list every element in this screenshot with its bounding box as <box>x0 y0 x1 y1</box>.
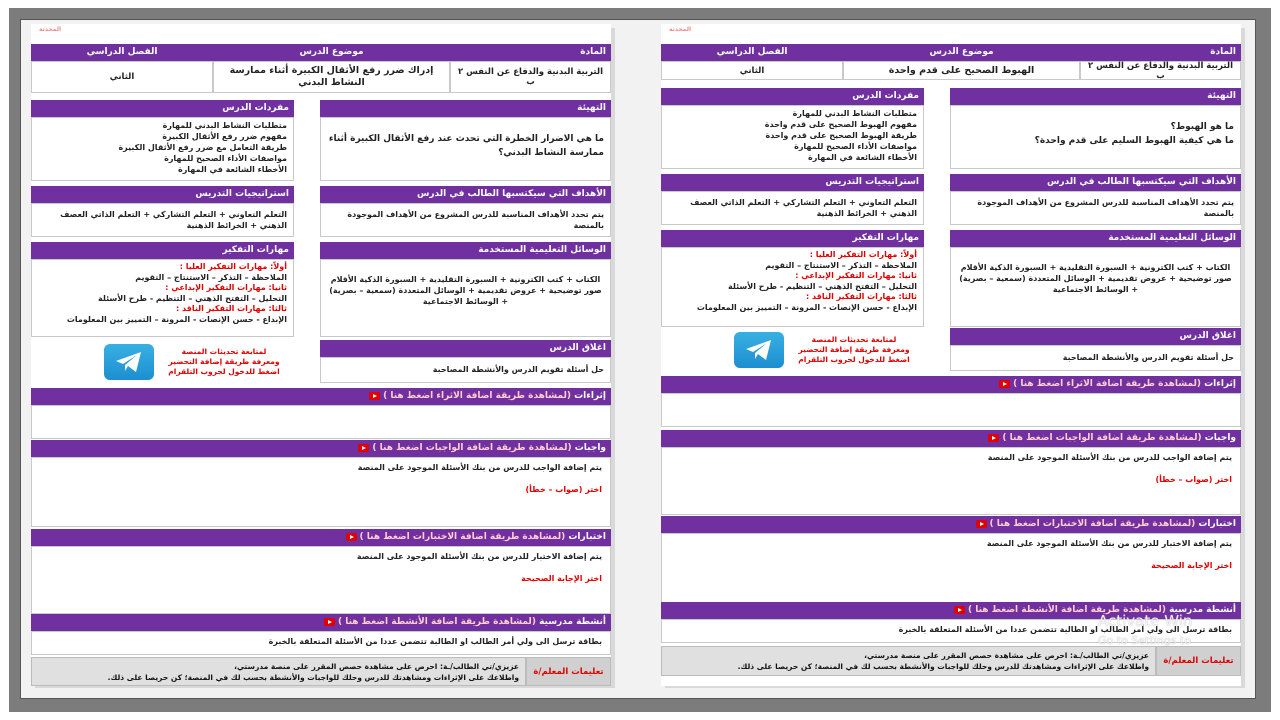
goals-header: الأهداف التي سيكتسبها الطالب في الدرس <box>320 186 611 203</box>
lesson-plan-page-right <box>661 24 1241 686</box>
tests-section <box>31 529 611 614</box>
vocab-item: طريقة الهبوط الصحيح على قدم واحدة <box>765 131 917 140</box>
intro-question-1: ما هو الهبوط؟ <box>1170 122 1234 132</box>
tests-text: يتم إضافة الاختبار للدرس من بنك الأسئلة الموجود على المنصة <box>986 539 1232 548</box>
top-note: المحدثة <box>669 26 692 33</box>
activities-link[interactable]: (لمشاهدة طريقة اضافة الأنشطة اضغط هنا ) <box>951 605 1166 615</box>
thinking-section <box>661 230 924 327</box>
telegram-line-3: اضغط للدخول لجروب التلقرام <box>168 367 280 376</box>
homework-label: واجبات <box>574 443 606 453</box>
activation-watermark-subtext: Go to Settings to <box>1098 634 1191 647</box>
strategies-header: استراتيجيات التدريس <box>31 186 294 203</box>
closing-header: اغلاق الدرس <box>950 328 1241 345</box>
tests-text: يتم إضافة الاختبار للدرس من بنك الأسئلة الموجود على المنصة <box>356 552 602 561</box>
enrich-header <box>31 388 611 405</box>
teacher-line-1: عزيزي/تي الطالب/ـة: احرص على مشاهدة حصص المقرر على منصة مدرستي، <box>234 662 519 671</box>
tests-label: اختبارات <box>1198 519 1236 529</box>
thinking-header: مهارات التفكير <box>31 242 294 259</box>
subject-value: التربية البدنية والدفاع عن النفس ٢ ب <box>450 61 611 93</box>
telegram-line-1: لمتابعة تحديثات المنصة <box>181 347 267 356</box>
youtube-icon <box>976 520 987 528</box>
closing-section <box>320 340 611 383</box>
strategies-header: استراتيجيات التدريس <box>661 174 924 191</box>
vocab-section <box>31 100 294 181</box>
closing-text: حل أسئلة تقويم الدرس والأنشطة المصاحبة <box>320 357 611 383</box>
homework-link[interactable]: (لمشاهدة طريقة اضافة الواجبات اضغط هنا ) <box>355 443 571 453</box>
header-grid <box>661 44 1241 80</box>
semester-header: الفصل الدراسي <box>661 44 843 61</box>
thinking-1-text: الملاحظة – التذكر – الاستنتاج – التقويم <box>135 272 287 282</box>
thinking-section <box>31 242 294 337</box>
telegram-line-2: ومعرفة طريقة إضافة التحضير <box>168 357 280 366</box>
thinking-2-text: التحليل – التفتح الذهني – التنظيم - طرح الأسئلة <box>728 281 917 291</box>
telegram-line-2: ومعرفة طريقة إضافة التحضير <box>798 345 910 354</box>
telegram-line-3: اضغط للدخول لجروب التلقرام <box>798 355 910 364</box>
semester-header: الفصل الدراسي <box>31 44 213 61</box>
thinking-3-text: الإبداع - حسن الإنصات - المرونة – التمييز بين المعلومات <box>66 314 287 324</box>
tests-section <box>661 516 1241 603</box>
activities-label: أنشطة مدرسية <box>539 617 606 627</box>
tests-link[interactable]: (لمشاهدة طريقة اضافة الاختبارات اضغط هنا ) <box>973 519 1196 529</box>
tools-text: الكتاب + كتب الكترونية + السبورة التقليدية + السبورة الذكية الأقلام صور توضيحية + عروض تقديمية + الوسائل المتعددة (سمعية – بصرية) + الوسائط الاجتماعية <box>950 247 1241 327</box>
vocab-item: متطلبات النشاط البدني للمهارة <box>792 109 917 118</box>
homework-section <box>661 430 1241 515</box>
teacher-section <box>661 646 1241 676</box>
semester-value: الثاني <box>31 61 213 93</box>
activities-header <box>31 614 611 631</box>
teacher-line-2: واطلاعك على الإثراءات ومشاهدتك للدرس وحلك للواجبات والأنشطة بحسب لك في المنصة؛ كن حريصا على ذلك. <box>107 673 519 682</box>
teacher-label: تعليمات المعلم/ة <box>1156 646 1241 676</box>
enrich-body <box>31 405 611 439</box>
telegram-link[interactable] <box>661 328 924 372</box>
thinking-3-title: ثالثا: مهارات التفكير الناقد : <box>176 304 287 313</box>
vocab-item: مواصفات الأداء الصحيح للمهارة <box>164 154 287 163</box>
thinking-1-title: أولاً: مهارات التفكير العليا : <box>809 250 917 259</box>
homework-text: يتم إضافة الواجب للدرس من بنك الأسئلة الموجود على المنصة <box>987 453 1232 462</box>
intro-section <box>320 100 611 181</box>
vocab-item: طريقة التعامل مع ضرر رفع الأثقال الكبيرة <box>118 143 287 152</box>
strategies-section <box>661 174 924 225</box>
lesson-plan-page-left <box>31 24 611 686</box>
activities-text: بطاقة ترسل الى ولي أمر الطالب او الطالبة تتضمن عددا من الأسئلة المتعلقة بالخبرة <box>661 619 1241 643</box>
intro-header: التهيئة <box>320 100 611 117</box>
tests-link[interactable]: (لمشاهدة طريقة اضافة الاختبارات اضغط هنا ) <box>343 532 566 542</box>
subject-header: المادة <box>1080 44 1241 61</box>
goals-header: الأهداف التي سيكتسبها الطالب في الدرس <box>950 174 1241 191</box>
vocab-item: الأخطاء الشائعة في المهارة <box>177 165 287 174</box>
telegram-link[interactable] <box>31 340 294 384</box>
strategies-text: التعلم التعاوني + التعلم التشاركي + التعلم الذاتي العصف الذهني + الخرائط الذهنية <box>661 191 924 225</box>
vocab-section <box>661 88 924 169</box>
youtube-icon <box>358 444 369 452</box>
tools-text: الكتاب + كتب الكترونية + السبورة التقليدية + السبورة الذكية الأقلام صور توضيحية + عروض تقديمية + الوسائل المتعددة (سمعية – بصرية) + الوسائط الاجتماعية <box>320 259 611 337</box>
homework-link[interactable]: (لمشاهدة طريقة اضافة الواجبات اضغط هنا ) <box>985 433 1201 443</box>
youtube-icon <box>369 392 380 400</box>
vocab-header: مفردات الدرس <box>31 100 294 117</box>
telegram-line-1: لمتابعة تحديثات المنصة <box>811 335 897 344</box>
goals-text: يتم تحدد الأهداف المناسبة للدرس المشروع من الأهداف الموجودة بالمنصة <box>950 191 1241 225</box>
goals-section <box>320 186 611 237</box>
teacher-label: تعليمات المعلم/ة <box>526 657 611 686</box>
intro-question-1: ما هي الاضرار الخطرة التي تحدث عند رفع الأثقال الكبيرة أثناء ممارسة النشاط البدني؟ <box>320 117 611 181</box>
closing-header: اغلاق الدرس <box>320 340 611 357</box>
enrich-section <box>31 388 611 439</box>
homework-section <box>31 440 611 527</box>
goals-section <box>950 174 1241 225</box>
youtube-icon <box>954 606 965 614</box>
enrich-header <box>661 376 1241 393</box>
thinking-3-text: الإبداع - حسن الإنصات - المرونة – التمييز بين المعلومات <box>696 302 917 312</box>
enrich-link[interactable]: (لمشاهدة طريقة اضافة الاثراء اضغط هنا ) <box>366 391 571 401</box>
strategies-section <box>31 186 294 237</box>
activities-link[interactable]: (لمشاهدة طريقة اضافة الأنشطة اضغط هنا ) <box>321 617 536 627</box>
thinking-1-title: أولاً: مهارات التفكير العليا : <box>179 262 287 271</box>
subject-value: التربية البدنية والدفاع عن النفس ٢ ب <box>1080 61 1241 80</box>
subject-header: المادة <box>450 44 611 61</box>
activities-section <box>31 614 611 655</box>
topic-header: موضوع الدرس <box>213 44 450 61</box>
homework-type: اختر (صواب – خطأ) <box>525 485 602 494</box>
homework-label: واجبات <box>1204 433 1236 443</box>
topic-value: إدراك ضرر رفع الأثقال الكبيرة أثناء ممارسة النشاط البدني <box>213 61 450 93</box>
homework-text: يتم إضافة الواجب للدرس من بنك الأسئلة الموجود على المنصة <box>357 463 602 472</box>
semester-value: الثاني <box>661 61 843 80</box>
closing-text: حل أسئلة تقويم الدرس والأنشطة المصاحبة <box>950 345 1241 371</box>
intro-question-2: ما هي كيفية الهبوط السليم على قدم واحدة؟ <box>1034 136 1234 146</box>
header-grid <box>31 44 611 93</box>
enrich-link[interactable]: (لمشاهدة طريقة اضافة الاثراء اضغط هنا ) <box>996 379 1201 389</box>
thinking-2-text: التحليل – التفتح الذهني – التنظيم - طرح الأسئلة <box>98 293 287 303</box>
tools-section <box>950 230 1241 327</box>
vocab-item: الأخطاء الشائعة في المهارة <box>807 153 917 162</box>
teacher-line-1: عزيزي/تي الطالب/ـة: احرص على مشاهدة حصص المقرر على منصة مدرستي، <box>864 651 1149 660</box>
teacher-line-2: واطلاعك على الإثراءات ومشاهدتك للدرس وحلك للواجبات والأنشطة بحسب لك في المنصة؛ كن حريصا على ذلك. <box>737 662 1149 671</box>
strategies-text: التعلم التعاوني + التعلم التشاركي + التعلم الذاتي العصف الذهني + الخرائط الذهنية <box>31 203 294 237</box>
top-note: المحدثة <box>39 26 62 33</box>
tests-type: اختر الإجابة الصحيحة <box>1151 561 1232 570</box>
thinking-2-title: ثانيا: مهارات التفكير الإبداعي : <box>795 271 917 280</box>
goals-text: يتم تحدد الأهداف المناسبة للدرس المشروع من الأهداف الموجودة بالمنصة <box>320 203 611 237</box>
youtube-icon <box>988 434 999 442</box>
homework-header <box>661 430 1241 447</box>
tests-label: اختبارات <box>568 532 606 542</box>
telegram-icon[interactable] <box>734 332 784 368</box>
activation-watermark: Activate Win <box>1098 612 1193 630</box>
tools-section <box>320 242 611 337</box>
youtube-icon <box>999 380 1010 388</box>
enrich-section <box>661 376 1241 427</box>
tests-type: اختر الإجابة الصحيحة <box>521 574 602 583</box>
homework-header <box>31 440 611 457</box>
vocab-item: مفهوم الهبوط الصحيح على قدم واحدة <box>764 120 917 129</box>
intro-section <box>950 88 1241 169</box>
tools-header: الوسائل التعليمية المستخدمة <box>320 242 611 259</box>
enrich-body <box>661 393 1241 427</box>
activities-text: بطاقة ترسل الى ولي أمر الطالب او الطالبة تتضمن عددا من الأسئلة المتعلقة بالخبرة <box>31 631 611 655</box>
teacher-section <box>31 657 611 686</box>
tools-header: الوسائل التعليمية المستخدمة <box>950 230 1241 247</box>
tests-header <box>661 516 1241 533</box>
thinking-2-title: ثانيا: مهارات التفكير الإبداعي : <box>165 283 287 292</box>
thinking-1-text: الملاحظة – التذكر – الاستنتاج – التقويم <box>765 260 917 270</box>
tests-header <box>31 529 611 546</box>
vocab-item: متطلبات النشاط البدني للمهارة <box>162 121 287 130</box>
telegram-icon[interactable] <box>104 344 154 380</box>
youtube-icon <box>346 533 357 541</box>
vocab-item: مفهوم ضرر رفع الأثقال الكبيرة <box>162 132 287 141</box>
vocab-header: مفردات الدرس <box>661 88 924 105</box>
thinking-3-title: ثالثا: مهارات التفكير الناقد : <box>806 292 917 301</box>
youtube-icon <box>324 618 335 626</box>
thinking-header: مهارات التفكير <box>661 230 924 247</box>
activities-label: أنشطة مدرسية <box>1169 605 1236 615</box>
intro-header: التهيئة <box>950 88 1241 105</box>
homework-type: اختر (صواب – خطأ) <box>1155 475 1232 484</box>
vocab-item: مواصفات الأداء الصحيح للمهارة <box>794 142 917 151</box>
enrich-label: إثراءات <box>1204 379 1236 389</box>
closing-section <box>950 328 1241 371</box>
enrich-label: إثراءات <box>574 391 606 401</box>
topic-value: الهبوط الصحيح على قدم واحدة <box>843 61 1080 80</box>
topic-header: موضوع الدرس <box>843 44 1080 61</box>
